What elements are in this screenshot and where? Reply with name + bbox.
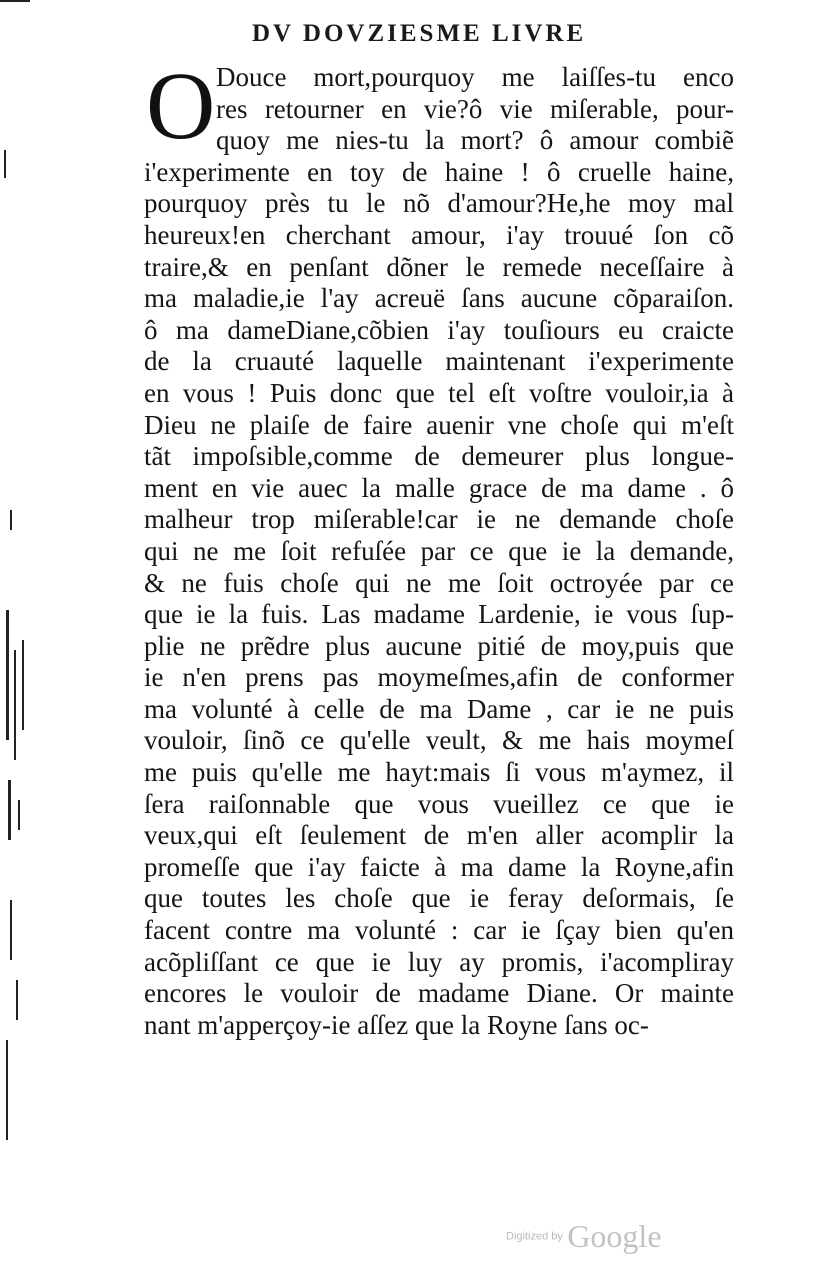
digitized-watermark bbox=[506, 1218, 662, 1255]
text-line: & ne fuis choſe qui ne me ſoit octroyée par ce bbox=[144, 567, 734, 598]
text-line: ſera raiſonnable que vous vueillez ce que ie bbox=[144, 788, 734, 819]
text-line: ô ma dameDiane,cõbien i'ay touſiours eu craicte bbox=[144, 314, 734, 345]
text-line: ma volunté à celle de ma Dame , car ie ne puis bbox=[144, 693, 734, 724]
text-line: i'experimente en toy de haine ! ô cruelle haine, bbox=[144, 156, 734, 187]
text-line: Douce mort,pourquoy me laiſſes-tu enco bbox=[216, 62, 734, 92]
text-line: facent contre ma volunté : car ie ſçay bien qu'en bbox=[144, 915, 734, 946]
text-line: acõpliſſant ce que ie luy ay promis, i'acompliray bbox=[144, 946, 734, 977]
page-gutter-scan-edge bbox=[0, 0, 40, 1200]
text-line: qui ne me ſoit refuſée par ce que ie la demande, bbox=[144, 535, 734, 566]
text-line: encores le vouloir de madame Diane. Or mainte bbox=[144, 978, 734, 1009]
running-head: DV DOVZIESME LIVRE bbox=[252, 20, 587, 47]
text-line: malheur trop miſerable!car ie ne demande choſe bbox=[144, 504, 734, 535]
text-line: vouloir, ſinõ ce qu'elle veult, & me hais moymeſ bbox=[144, 725, 734, 756]
text-line: que toutes les choſe que ie feray deſormais, ſe bbox=[144, 883, 734, 914]
text-line: pourquoy près tu le nõ d'amour?He,he moy mal bbox=[144, 188, 734, 219]
text-line: Dieu ne plaiſe de faire auenir vne choſe qui m'eſt bbox=[144, 409, 734, 440]
text-line: quoy me nies-tu la mort? ô amour combiẽ bbox=[216, 125, 734, 156]
text-line: ie n'en prens pas moymeſmes,afin de conformer bbox=[144, 662, 734, 693]
text-line: traire,& en penſant dõner le remede neceſſaire à bbox=[144, 251, 734, 282]
text-line: heureux!en cherchant amour, i'ay trouué ſon cõ bbox=[144, 219, 734, 250]
text-line: res retourner en vie?ô vie miſerable, pour- bbox=[216, 93, 734, 124]
text-line: de la cruauté laquelle maintenant i'experimente bbox=[144, 346, 734, 377]
text-line: promeſſe que i'ay faicte à ma dame la Royne,afin bbox=[144, 851, 734, 882]
text-line: plie ne prẽdre plus aucune pitié de moy,puis que bbox=[144, 630, 734, 661]
drop-cap: O bbox=[146, 52, 216, 159]
text-line: tãt impoſsible,comme de demeurer plus longue- bbox=[144, 441, 734, 472]
text-line: ma maladie,ie l'ay acreuë ſans aucune cõparaiſon. bbox=[144, 283, 734, 314]
body-text bbox=[144, 62, 734, 1041]
text-line: ment en vie auec la malle grace de ma dame . ô bbox=[144, 472, 734, 503]
text-line: en vous ! Puis donc que tel eſt voſtre vouloir,ia à bbox=[144, 377, 734, 408]
text-line: me puis qu'elle me hayt:mais ſi vous m'aymez, il bbox=[144, 757, 734, 788]
text-line: nant m'apperçoy-ie aſſez que la Royne ſans oc- bbox=[144, 1009, 649, 1040]
text-line: veux,qui eſt ſeulement de m'en aller acomplir la bbox=[144, 820, 734, 851]
text-line: que ie la fuis. Las madame Lardenie, ie vous ſup- bbox=[144, 599, 734, 630]
google-logo: Google bbox=[567, 1218, 662, 1254]
watermark-prefix: Digitized by bbox=[506, 1230, 563, 1243]
